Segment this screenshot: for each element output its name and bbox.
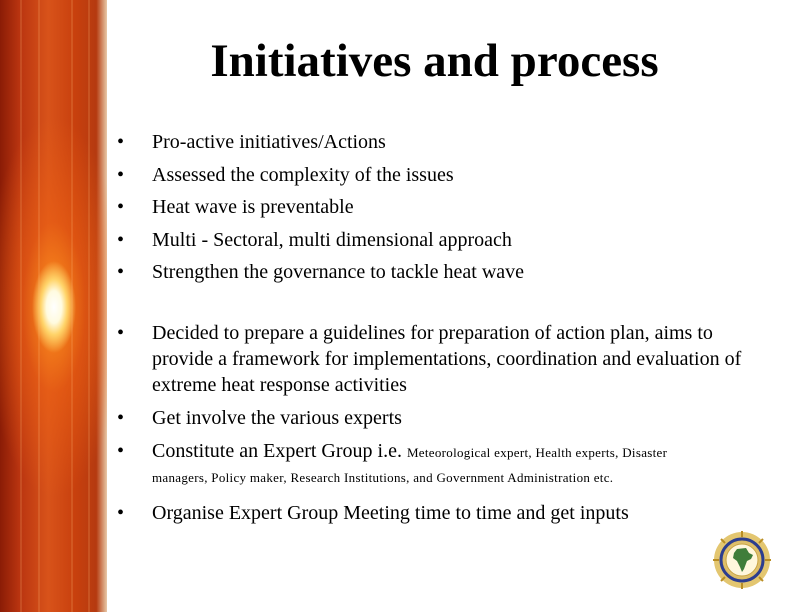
bullet-icon: • [117, 228, 125, 251]
list-item: • Heat wave is preventable [117, 191, 757, 224]
bullet-icon: • [117, 407, 125, 429]
list-item: • Decided to prepare a guidelines for preparation of action plan, aims to provide a framework for implementations, coordination and evaluation of extreme heat response activities [117, 322, 742, 396]
bullet-icon: • [117, 261, 125, 283]
list-item: • Pro-active initiatives/Actions [117, 126, 757, 159]
list-item: • Assessed the complexity of the issues [117, 159, 757, 192]
expert-list-note: managers, Policy maker, Research Institutions, and Government Administration etc. [152, 470, 614, 485]
list-item: • Constitute an Expert Group i.e. Meteorological expert, Health experts, Disaster managers, Policy maker, Research Institutions, and Government Administration etc. [117, 438, 757, 490]
expert-list-note: Meteorological expert, Health experts, Disaster [406, 445, 668, 460]
bullet-list-primary [117, 126, 757, 289]
decorative-fire-band [0, 0, 107, 612]
bullet-list-secondary [117, 320, 757, 526]
india-map-seal-icon [713, 530, 771, 590]
bullet-icon: • [117, 502, 125, 524]
bullet-icon: • [117, 163, 125, 186]
slide-title: Initiatives and process [210, 35, 659, 87]
bullet-icon: • [117, 196, 125, 218]
list-item: • Organise Expert Group Meeting time to time and get inputs [117, 502, 629, 524]
bullet-icon: • [117, 322, 125, 344]
list-item: • Strengthen the governance to tackle heat wave [117, 256, 757, 289]
list-item: • Get involve the various experts [117, 407, 402, 429]
bullet-icon: • [117, 440, 125, 462]
bullet-icon: • [117, 131, 125, 153]
list-item: • Multi - Sectoral, multi dimensional approach [117, 224, 757, 257]
